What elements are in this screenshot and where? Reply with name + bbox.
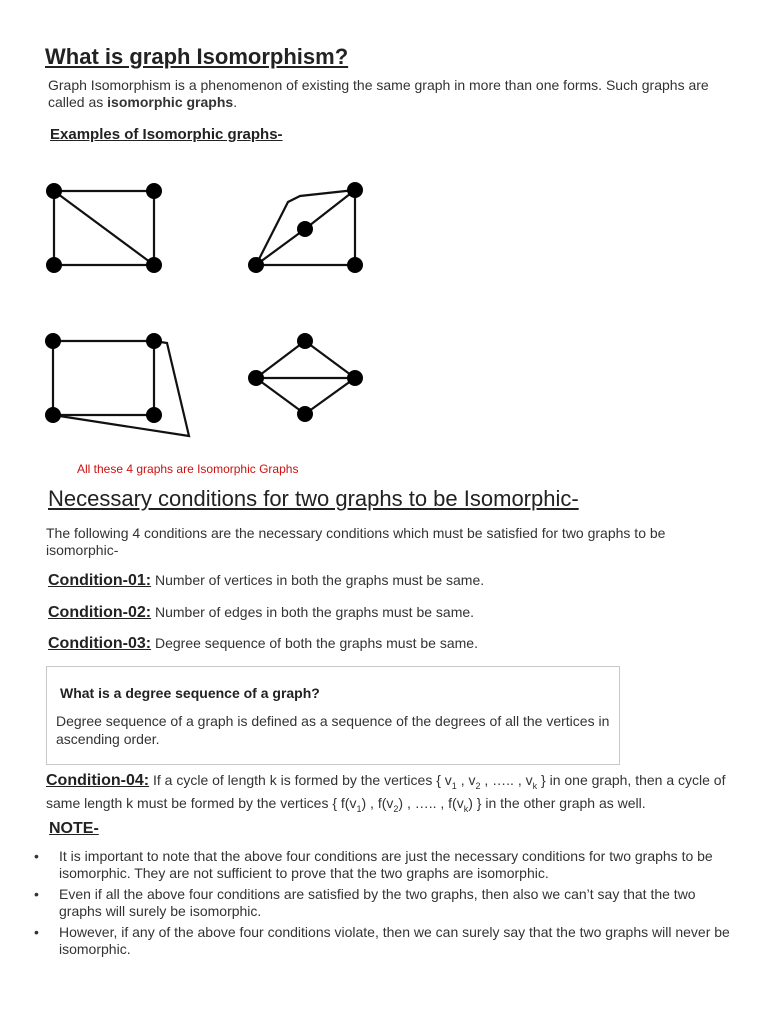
vertex bbox=[248, 257, 264, 273]
intro-bold-term: isomorphic graphs bbox=[107, 94, 234, 110]
note-text: Even if all the above four conditions are satisfied by the two graphs, then also we can’t say that the two graphs will surely be isomorphic. bbox=[59, 886, 696, 919]
vertex bbox=[46, 257, 62, 273]
vertex bbox=[46, 183, 62, 199]
condition-01 bbox=[48, 572, 484, 590]
condition-text: ) , f(v bbox=[361, 794, 394, 811]
vertex bbox=[146, 333, 162, 349]
edge bbox=[305, 378, 355, 414]
graph-4 bbox=[256, 341, 355, 414]
vertex bbox=[45, 333, 61, 349]
vertex bbox=[45, 407, 61, 423]
subscript: k bbox=[532, 780, 538, 791]
note-text: It is important to note that the above four conditions are just the necessary conditions for two graphs to be isomorphic. They are not sufficient to prove that the two graphs are isomorphic. bbox=[59, 848, 713, 881]
necessary-intro: The following 4 conditions are the necessary conditions which must be satisfied for two graphs to be isomorphic- bbox=[46, 525, 666, 558]
intro-end: . bbox=[233, 94, 238, 110]
vertex bbox=[297, 406, 313, 422]
vertex bbox=[347, 370, 363, 386]
condition-04 bbox=[46, 772, 736, 818]
note-text: However, if any of the above four conditions violate, then we can surely say that the two graphs will never be isomorphic. bbox=[59, 924, 730, 957]
bullet: • bbox=[34, 924, 39, 940]
notes-list bbox=[32, 848, 732, 962]
condition-text: Number of vertices in both the graphs must be same. bbox=[151, 572, 485, 588]
vertex bbox=[146, 407, 162, 423]
degree-sequence-box bbox=[46, 666, 620, 765]
list-item bbox=[32, 924, 732, 958]
condition-02 bbox=[48, 604, 474, 622]
vertex bbox=[347, 257, 363, 273]
condition-03 bbox=[48, 635, 478, 653]
list-item bbox=[32, 848, 732, 882]
condition-text: } in one graph, then a cycle of same length k must be formed by the vertices { f(v bbox=[46, 772, 726, 811]
edge bbox=[256, 341, 305, 378]
condition-text: , ….. , v bbox=[480, 772, 533, 788]
edge bbox=[256, 229, 305, 265]
vertex bbox=[297, 333, 313, 349]
subscript: 2 bbox=[475, 780, 481, 791]
bullet: • bbox=[34, 886, 39, 902]
box-title: What is a degree sequence of a graph? bbox=[60, 685, 320, 701]
condition-label: Condition-02: bbox=[48, 604, 152, 621]
subscript: 1 bbox=[356, 803, 362, 814]
condition-text: , v bbox=[456, 772, 476, 788]
subscript: 1 bbox=[451, 780, 457, 791]
list-item bbox=[32, 886, 732, 920]
edge bbox=[305, 341, 355, 378]
edge bbox=[54, 191, 154, 265]
vertex bbox=[248, 370, 264, 386]
condition-text: ) } in the other graph as well. bbox=[468, 794, 646, 811]
vertex bbox=[297, 221, 313, 237]
graphs-caption: All these 4 graphs are Isomorphic Graphs bbox=[77, 462, 299, 476]
box-text: Degree sequence of a graph is defined as a sequence of the degrees of all the vertices in ascending order. bbox=[56, 713, 610, 747]
intro-text: Graph Isomorphism is a phenomenon of existing the same graph in more than one forms. Such graphs are called as bbox=[48, 77, 709, 110]
edge bbox=[256, 378, 305, 414]
condition-text: Degree sequence of both the graphs must be same. bbox=[151, 635, 478, 651]
condition-label: Condition-04: bbox=[46, 772, 150, 789]
bullet: • bbox=[34, 848, 39, 864]
examples-heading: Examples of Isomorphic graphs- bbox=[50, 126, 283, 143]
vertex bbox=[347, 182, 363, 198]
condition-text: ) , ….. , f(v bbox=[398, 794, 464, 811]
page-title: What is graph Isomorphism? bbox=[45, 44, 349, 69]
necessary-conditions-heading: Necessary conditions for two graphs to be Isomorphic- bbox=[48, 486, 579, 511]
note-heading: NOTE- bbox=[49, 820, 99, 837]
condition-label: Condition-03: bbox=[48, 635, 152, 652]
isomorphic-graphs-figure bbox=[0, 0, 768, 460]
vertex bbox=[146, 183, 162, 199]
condition-text: Number of edges in both the graphs must be same. bbox=[151, 604, 475, 620]
edge bbox=[53, 341, 189, 436]
condition-text: If a cycle of length k is formed by the vertices { v bbox=[149, 772, 452, 788]
graph-1 bbox=[54, 191, 154, 265]
subscript: k bbox=[463, 803, 469, 814]
graph-3 bbox=[53, 341, 189, 436]
edge bbox=[305, 190, 355, 229]
condition-label: Condition-01: bbox=[48, 572, 152, 589]
vertex bbox=[146, 257, 162, 273]
subscript: 2 bbox=[393, 803, 399, 814]
